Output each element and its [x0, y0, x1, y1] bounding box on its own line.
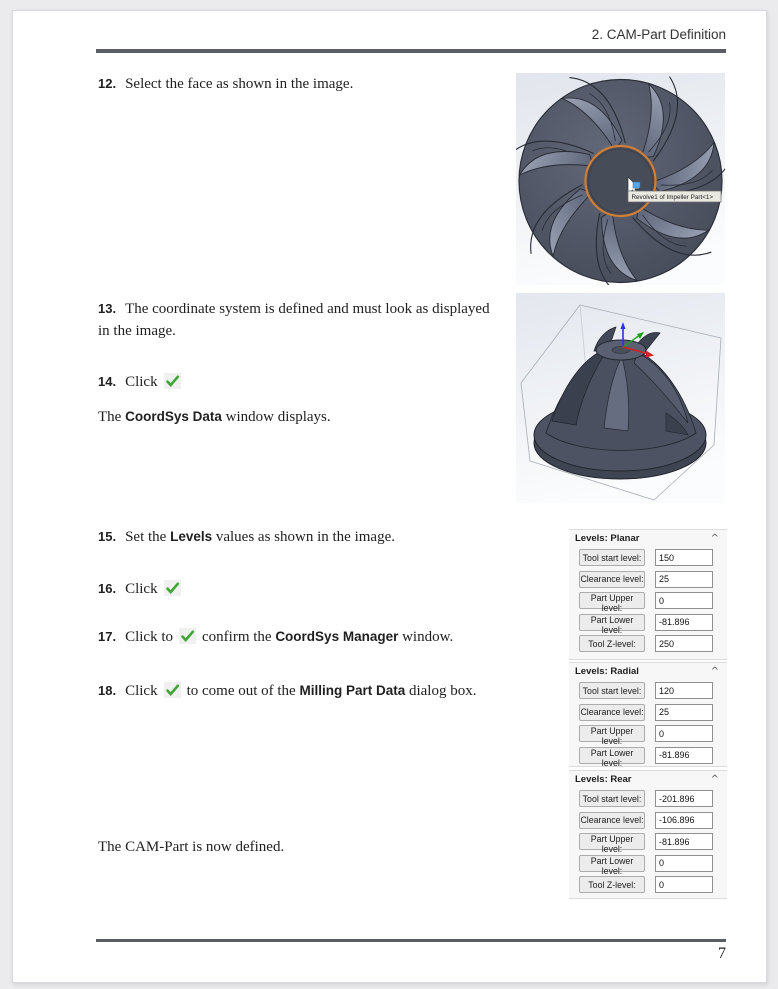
step-text: Click: [125, 374, 158, 390]
step-number: 16.: [98, 581, 117, 596]
part-upper-level-input[interactable]: [655, 725, 713, 742]
tool-z-level-input[interactable]: [655, 635, 713, 652]
levels-rear-panel: [569, 770, 727, 899]
green-check-icon: [164, 580, 181, 596]
text: window.: [398, 629, 454, 645]
part-lower-level-input[interactable]: [655, 855, 713, 872]
face-select-badge-icon: [633, 182, 640, 188]
part-lower-level-button[interactable]: Part Lower level:: [579, 855, 645, 872]
ui-term-coordsys-manager: CoordSys Manager: [275, 629, 399, 644]
step-number: 18.: [98, 683, 117, 698]
text: dialog box.: [405, 683, 477, 699]
part-upper-level-input[interactable]: [655, 592, 713, 609]
level-row: [579, 549, 727, 566]
part-upper-level-input[interactable]: [655, 833, 713, 850]
panel-header: [569, 771, 727, 790]
collapse-chevron-icon[interactable]: ^: [710, 533, 719, 544]
tool-z-level-button[interactable]: Tool Z-level:: [579, 635, 645, 652]
header-rule: [96, 49, 726, 53]
step-number: 12.: [98, 76, 117, 91]
part-lower-level-input[interactable]: [655, 747, 713, 764]
text: confirm the: [202, 629, 276, 645]
clearance-level-button[interactable]: Clearance level:: [579, 704, 645, 721]
tool-start-level-input[interactable]: [655, 549, 713, 566]
tool-start-level-input[interactable]: [655, 682, 713, 699]
text: Click to: [125, 629, 173, 645]
chapter-header: 2. CAM-Part Definition: [591, 27, 726, 42]
text: The: [98, 409, 126, 425]
level-row: [579, 635, 727, 652]
text: window displays.: [221, 409, 331, 425]
level-row: [579, 571, 727, 588]
level-row: [579, 614, 727, 635]
text: The CAM-Part is now defined.: [98, 839, 285, 855]
tool-start-level-button[interactable]: Tool start level:: [579, 790, 645, 807]
step-text: Click: [125, 581, 158, 597]
impeller-iso-view-svg: [516, 293, 725, 503]
impeller-top-view-svg: [516, 73, 725, 285]
step-14: [98, 372, 187, 394]
green-check-icon: [164, 682, 181, 698]
collapse-chevron-icon[interactable]: ^: [710, 666, 719, 677]
panel-header: [569, 663, 727, 682]
step-number: 15.: [98, 529, 117, 544]
panel-title: Levels: Planar: [575, 533, 640, 544]
level-row: [579, 725, 727, 746]
step-text-line1: The coordinate system is defined and must look as displayed: [125, 301, 490, 317]
clearance-level-button[interactable]: Clearance level:: [579, 812, 645, 829]
levels-radial-panel: [569, 662, 727, 767]
clearance-level-input[interactable]: [655, 704, 713, 721]
panel-header: [569, 530, 727, 549]
part-upper-level-button[interactable]: Part Upper level:: [579, 592, 645, 609]
level-row: [579, 833, 727, 854]
part-lower-level-button[interactable]: Part Lower level:: [579, 614, 645, 631]
impeller-top-view-image: [516, 73, 725, 285]
level-row: [579, 592, 727, 613]
ui-term-coordsys-data: CoordSys Data: [125, 409, 222, 424]
ui-term-levels: Levels: [170, 529, 213, 544]
step-number: 14.: [98, 374, 117, 389]
clearance-level-button[interactable]: Clearance level:: [579, 571, 645, 588]
collapse-chevron-icon[interactable]: ^: [710, 774, 719, 785]
impeller-iso-view-image: [516, 293, 725, 503]
level-row: [579, 876, 727, 893]
text: Set the: [125, 529, 171, 545]
step-18: [98, 681, 476, 703]
levels-planar-panel: [569, 529, 727, 660]
clearance-level-input[interactable]: [655, 812, 713, 829]
step-16: [98, 579, 187, 601]
level-row: [579, 704, 727, 721]
level-row: [579, 790, 727, 807]
text: values as shown in the image.: [212, 529, 395, 545]
clearance-level-input[interactable]: [655, 571, 713, 588]
document-page: [12, 10, 767, 983]
tool-z-level-button[interactable]: Tool Z-level:: [579, 876, 645, 893]
tool-start-level-button[interactable]: Tool start level:: [579, 549, 645, 566]
text: to come out of the: [186, 683, 300, 699]
level-row: [579, 855, 727, 876]
step-15: [98, 527, 395, 549]
part-lower-level-input[interactable]: [655, 614, 713, 631]
coordsys-data-line: [98, 407, 331, 429]
step-text-line2: in the image.: [98, 322, 176, 339]
step-text: Select the face as shown in the image.: [125, 76, 354, 92]
step-17: [98, 627, 453, 649]
step-number: 17.: [98, 629, 117, 644]
green-check-icon: [179, 628, 196, 644]
step-12: [98, 74, 353, 96]
tooltip-text: Revolve1 of Impeller Part<1>: [631, 194, 714, 201]
part-lower-level-button[interactable]: Part Lower level:: [579, 747, 645, 764]
tool-start-level-input[interactable]: [655, 790, 713, 807]
part-upper-level-button[interactable]: Part Upper level:: [579, 833, 645, 850]
selection-tooltip: [628, 191, 721, 202]
panel-title: Levels: Rear: [575, 774, 632, 785]
level-row: [579, 812, 727, 829]
part-upper-level-button[interactable]: Part Upper level:: [579, 725, 645, 742]
closing-line: [98, 837, 284, 859]
green-check-icon: [164, 373, 181, 389]
step-number: 13.: [98, 301, 117, 316]
page-number: 7: [718, 945, 726, 962]
tool-z-level-input[interactable]: [655, 876, 713, 893]
panel-title: Levels: Radial: [575, 666, 639, 677]
level-row: [579, 747, 727, 768]
text: Click: [125, 683, 158, 699]
level-row: [579, 682, 727, 699]
tool-start-level-button[interactable]: Tool start level:: [579, 682, 645, 699]
ui-term-milling-part-data: Milling Part Data: [299, 683, 406, 698]
footer-rule: [96, 939, 726, 942]
step-13: [98, 299, 522, 343]
